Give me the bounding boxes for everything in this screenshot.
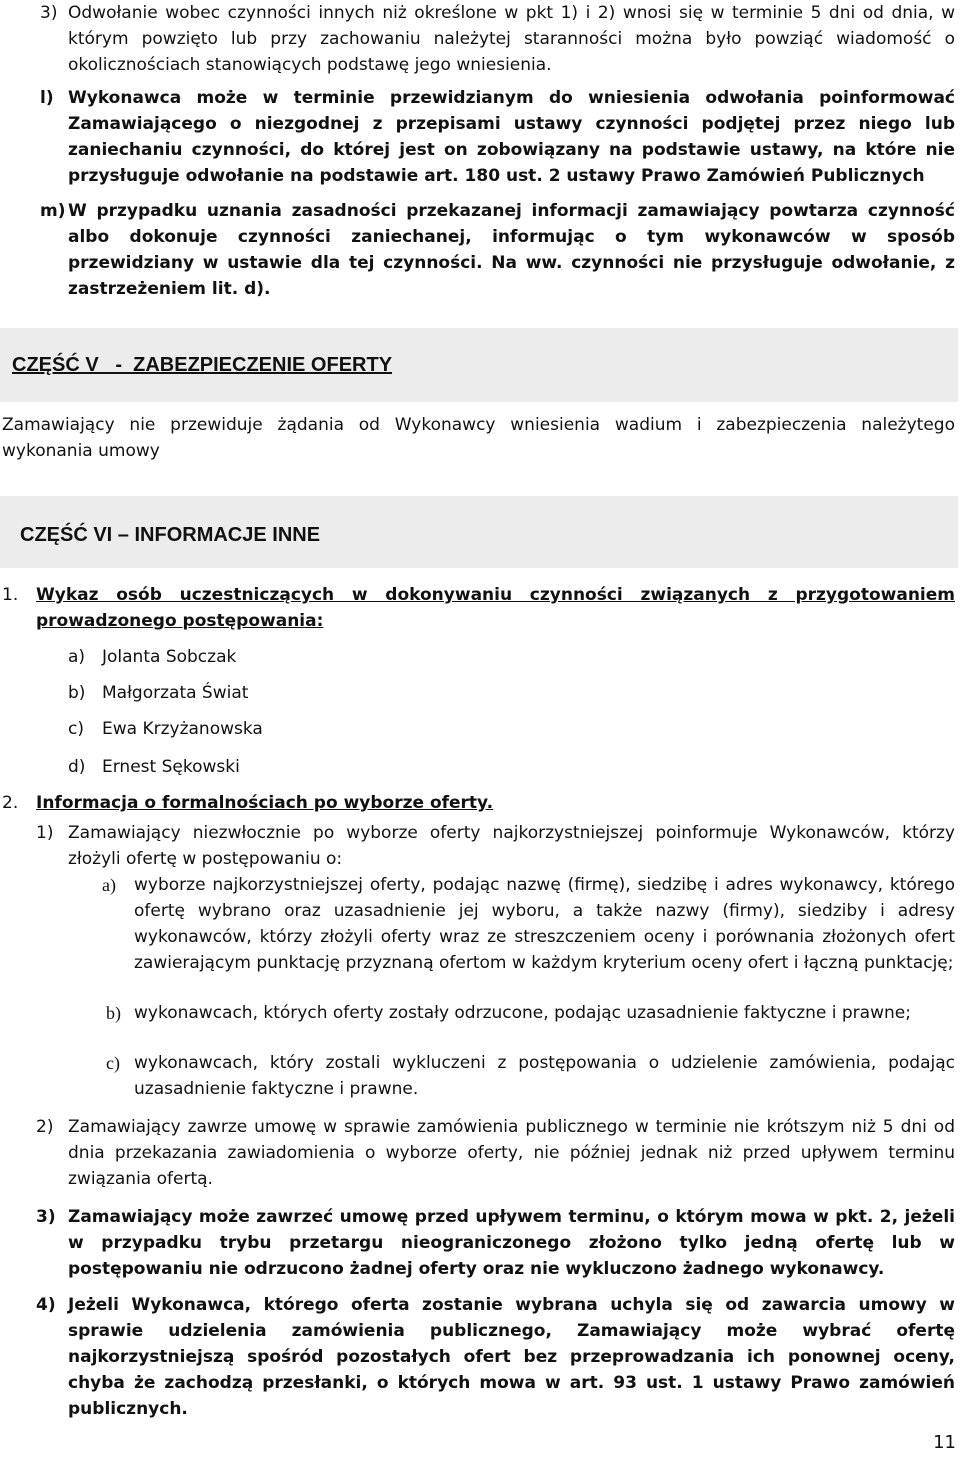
item-title: Wykaz osób uczestniczących w dokonywaniu czynności związanych z przygotowaniem prowadzonego postępowania: (36, 585, 955, 631)
section-heading-v: CZĘŚĆ V - ZABEZPIECZENIE OFERTY (12, 354, 393, 376)
person-item (68, 716, 468, 742)
point-text: Zamawiający niezwłocznie po wyborze oferty najkorzystniejszej poinformuje Wykonawców, którzy złożyli ofertę w postępowaniu o: (68, 823, 955, 869)
person-name: Małgorzata Świat (102, 683, 249, 703)
person-name: Ernest Sękowski (102, 757, 240, 777)
point-text: Zamawiający może zawrzeć umowę przed upływem terminu, o którym mowa w pkt. 2, jeżeli w przypadku trybu przetargu nieograniczonego złożono tylko jedną ofertę lub w postępowaniu nie odrzucono żadnej oferty oraz nie wykluczono żadnego wykonawcy. (68, 1207, 955, 1279)
point-text: Jeżeli Wykonawca, którego oferta zostanie wybrana uchyla się od zawarcia umowy w sprawie udzielenia zamówienia publicznego, Zamawiający może wybrać ofertę najkorzystniejszą spośród pozostałych ofert bez przeprowadzania ich ponownej oceny, chyba że zachodzą przesłanki, o których mowa w art. 93 ust. 1 ustawy Prawo zamówień publicznych. (68, 1295, 955, 1419)
section-heading-band-vi (0, 496, 958, 568)
sub-item-b (106, 1000, 955, 1026)
vi-2-point-3 (36, 1204, 955, 1282)
section-heading-band-v (0, 328, 958, 402)
vi-2-point-2 (36, 1114, 955, 1192)
item-text: Wykonawca może w terminie przewidzianym do wniesienia odwołania poinformować Zamawiającego o niezgodnej z przepisami ustawy czynności podjętej przez niego lub zaniechaniu czynności, do której jest on zobowiązany na podstawie ustawy, na które nie przysługuje odwołanie na podstawie art. 180 ust. 2 ustawy Prawo Zamówień Publicznych (68, 88, 955, 186)
sub-label: c) (106, 1053, 120, 1073)
item-label: 3) (40, 3, 58, 23)
point-label: 1) (36, 823, 54, 843)
point-text: Zamawiający zawrze umowę w sprawie zamówienia publicznego w terminie nie krótszym niż 5 dni od dnia przekazania zawiadomienia o wyborze oferty, nie później jednak niż przed upływem terminu związania ofertą. (68, 1117, 955, 1189)
person-label: b) (68, 683, 86, 703)
item-title: Informacja o formalnościach po wyborze oferty. (36, 793, 494, 813)
item-text: W przypadku uznania zasadności przekazanej informacji zamawiający powtarza czynność albo dokonuje czynności zaniechanej, informując o tym wykonawców w sposób przewidziany w ustawie dla tej czynności. Na ww. czynności nie przysługuje odwołanie, z zastrzeżeniem lit. d). (68, 201, 955, 299)
list-item-3 (40, 0, 955, 78)
person-name: Jolanta Sobczak (102, 647, 237, 667)
sub-item-c (106, 1050, 955, 1102)
vi-2-point-1 (36, 820, 955, 872)
section-heading-vi: CZĘŚĆ VI – INFORMACJE INNE (20, 524, 321, 546)
sub-text: wykonawcach, których oferty zostały odrzucone, podając uzasadnienie faktyczne i prawne; (134, 1003, 911, 1023)
vi-item-2 (2, 790, 955, 816)
point-label: 3) (36, 1207, 56, 1227)
list-item-m (40, 198, 955, 302)
item-label: m) (40, 201, 66, 221)
page-number: 11 (933, 1432, 956, 1453)
person-label: c) (68, 719, 84, 739)
sub-text: wyborze najkorzystniejszej oferty, podając nazwę (firmę), siedzibę i adres wykonawcy, którego ofertę wybrano oraz uzasadnienie jej wyboru, a także nazwy (firmy), siedziby i adresy wykonawców, którzy złożyli oferty wraz ze streszczeniem oceny i porównania złożonych ofert zawierającym punktację przyznaną ofertom w każdym kryterium oceny ofert i łączną punktację; (134, 875, 955, 973)
item-label: 1. (2, 585, 19, 605)
sub-label: a) (102, 875, 116, 895)
point-label: 4) (36, 1295, 56, 1315)
sub-text: wykonawcach, który zostali wykluczeni z postępowania o udzielenie zamówienia, podając uzasadnienie faktyczne i prawne. (134, 1053, 955, 1099)
person-item (68, 680, 468, 706)
person-item (68, 754, 468, 780)
vi-2-point-4 (36, 1292, 955, 1422)
item-text: Odwołanie wobec czynności innych niż określone w pkt 1) i 2) wnosi się w terminie 5 dni od dnia, w którym powzięto lub przy zachowaniu należytej staranności można było powziąć wiadomość o okolicznościach stanowiących podstawę jego wniesienia. (68, 3, 955, 75)
sub-item-a (102, 872, 955, 976)
person-item (68, 644, 468, 670)
point-label: 2) (36, 1117, 54, 1137)
person-label: a) (68, 647, 86, 667)
person-name: Ewa Krzyżanowska (102, 719, 263, 739)
item-label: l) (40, 88, 54, 108)
vi-item-1 (2, 582, 955, 634)
list-item-l (40, 85, 955, 189)
person-label: d) (68, 757, 86, 777)
sub-label: b) (106, 1003, 121, 1023)
item-label: 2. (2, 793, 19, 813)
section-v-text: Zamawiający nie przewiduje żądania od Wykonawcy wniesienia wadium i zabezpieczenia należytego wykonania umowy (2, 415, 955, 461)
